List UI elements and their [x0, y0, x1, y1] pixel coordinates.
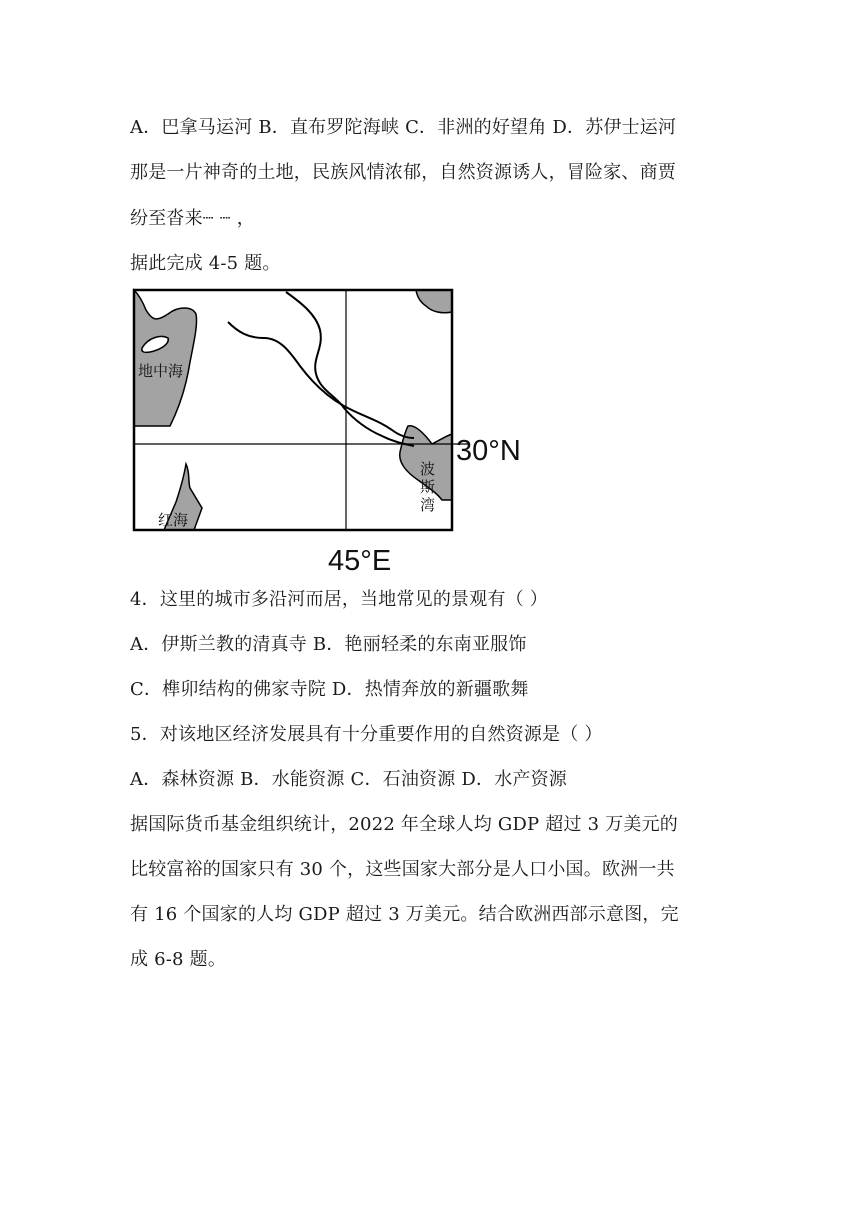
- passage-line-2: 纷至沓来┈ ┈ ，: [130, 208, 255, 229]
- question-5-options: A．森林资源 B．水能资源 C．石油资源 D．水产资源: [130, 769, 567, 790]
- passage-gdp-line-1: 据国际货币基金组织统计，2022 年全球人均 GDP 超过 3 万美元的: [130, 814, 678, 835]
- red-sea-label: 红海: [158, 511, 189, 529]
- question-4-options-ab: A．伊斯兰教的清真寺 B．艳丽轻柔的东南亚服饰: [130, 634, 527, 655]
- longitude-label: 45°E: [328, 545, 392, 577]
- question-5: 5．对该地区经济发展具有十分重要作用的自然资源是（ ）: [130, 724, 603, 745]
- latitude-label: 30°N: [456, 435, 521, 467]
- passage-gdp-line-2: 比较富裕的国家只有 30 个，这些国家大部分是人口小国。欧洲一共: [130, 859, 675, 880]
- persian-gulf-label-1: 波: [420, 460, 436, 478]
- question-4: 4．这里的城市多沿河而居，当地常见的景观有（ ）: [130, 589, 548, 610]
- persian-gulf-label-2: 斯: [420, 478, 436, 496]
- middle-east-map: [130, 286, 540, 578]
- mediterranean-sea-area: [134, 290, 197, 426]
- mediterranean-label: 地中海: [138, 362, 184, 380]
- tigris-river: [286, 292, 414, 446]
- passage-line-1: 那是一片神奇的土地，民族风情浓郁，自然资源诱人，冒险家、商贾: [130, 162, 676, 183]
- option-line-canals: A．巴拿马运河 B．直布罗陀海峡 C．非洲的好望角 D．苏伊士运河: [130, 117, 677, 138]
- instruction-line: 据此完成 4-5 题。: [130, 253, 281, 274]
- persian-gulf-label-3: 湾: [420, 496, 436, 514]
- question-4-options-cd: C．榫卯结构的佛家寺院 D．热情奔放的新疆歌舞: [130, 679, 529, 700]
- passage-gdp-line-3: 有 16 个国家的人均 GDP 超过 3 万美元。结合欧洲西部示意图，完: [130, 904, 679, 925]
- passage-gdp-line-4: 成 6-8 题。: [130, 949, 227, 970]
- caspian-sea-area: [416, 290, 452, 313]
